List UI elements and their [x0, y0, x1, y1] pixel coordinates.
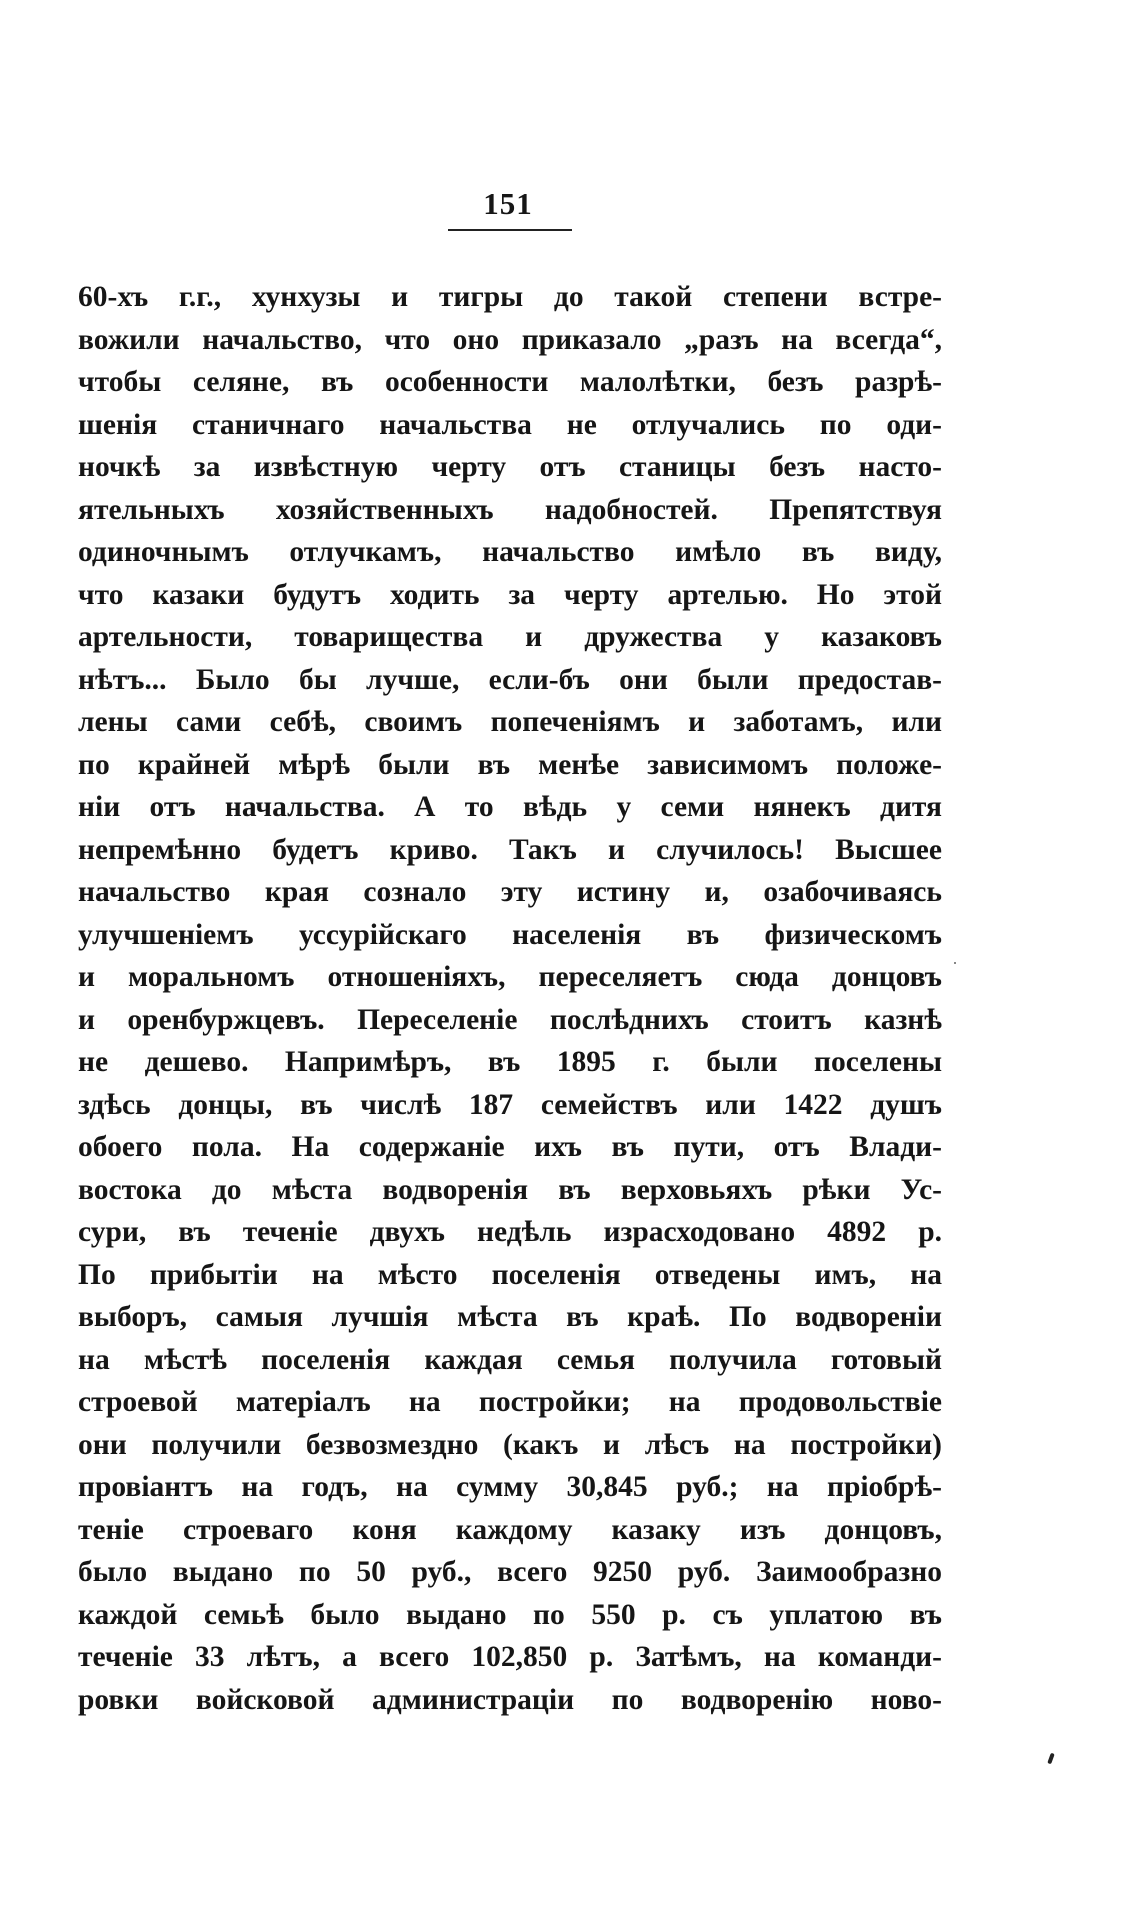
text-line: и оренбуржцевъ. Переселеніе послѣднихъ стоитъ казнѣ	[78, 1003, 942, 1036]
text-line: сури, въ теченіе двухъ недѣль израсходовано 4892 р.	[78, 1216, 942, 1248]
text-line: что казаки будутъ ходить за черту артелью. Но этой	[78, 578, 942, 611]
text-line: и моральномъ отношеніяхъ, переселяетъ сюда донцовъ	[78, 961, 942, 993]
text-line: провіантъ на годъ, на сумму 30,845 руб.; на пріобрѣ-	[78, 1471, 942, 1503]
text-line: артельности, товарищества и дружества у казаковъ	[78, 621, 942, 653]
text-line: ятельныхъ хозяйственныхъ надобностей. Препятствуя	[78, 493, 942, 526]
text-line: 60-хъ г.г., хунхузы и тигры до такой степени встре-	[78, 281, 942, 313]
text-line: По прибытіи на мѣсто поселенія отведены имъ, на	[78, 1258, 942, 1291]
text-line: обоего пола. На содержаніе ихъ въ пути, отъ Влади-	[78, 1131, 942, 1163]
page-number-rule	[448, 229, 572, 231]
text-line: каждой семьѣ было выдано по 550 р. съ уплатою въ	[78, 1598, 942, 1631]
text-line: шенія станичнаго начальства не отлучались по оди-	[78, 408, 942, 441]
ink-speck	[954, 962, 957, 965]
ink-speck	[1047, 1753, 1055, 1765]
page-number: 151	[483, 186, 533, 221]
text-line: выборъ, самыя лучшія мѣста въ краѣ. По водвореніи	[78, 1301, 942, 1333]
text-line: одиночнымъ отлучкамъ, начальство имѣло въ виду,	[78, 536, 942, 568]
text-line: они получили безвозмездно (какъ и лѣсъ на постройки)	[78, 1428, 942, 1461]
text-line: теченіе 33 лѣтъ, а всего 102,850 р. Затѣмъ, на команди-	[78, 1641, 942, 1673]
text-line: не дешево. Напримѣръ, въ 1895 г. были поселены	[78, 1046, 942, 1078]
text-line: вожили начальство, что оно приказало „разъ на всегда“,	[78, 323, 942, 356]
text-line: строевой матеріалъ на постройки; на продовольствіе	[78, 1386, 942, 1418]
text-line: лены сами себѣ, своимъ попеченіямъ и заботамъ, или	[78, 706, 942, 738]
text-line: по крайней мѣрѣ были въ менѣе зависимомъ положе-	[78, 748, 942, 781]
text-line: ніи отъ начальства. А то вѣдь у семи нянекъ дитя	[78, 791, 942, 823]
text-line: здѣсь донцы, въ числѣ 187 семействъ или 1422 душъ	[78, 1088, 942, 1121]
text-line: востока до мѣста водворенія въ верховьяхъ рѣки Ус-	[78, 1173, 942, 1206]
text-line: нѣтъ... Было бы лучше, если-бъ они были предостав-	[78, 663, 942, 696]
text-line: теніе строеваго коня каждому казаку изъ донцовъ,	[78, 1513, 942, 1546]
body-text	[78, 276, 942, 1721]
text-line: ночкѣ за извѣстную черту отъ станицы безъ насто-	[78, 451, 942, 483]
text-line: чтобы селяне, въ особенности малолѣтки, безъ разрѣ-	[78, 366, 942, 398]
text-line: непремѣнно будетъ криво. Такъ и случилось! Высшее	[78, 833, 942, 866]
text-line: на мѣстѣ поселенія каждая семья получила готовый	[78, 1343, 942, 1376]
text-line: начальство края сознало эту истину и, озабочиваясь	[78, 876, 942, 908]
text-line: было выдано по 50 руб., всего 9250 руб. Заимообразно	[78, 1556, 942, 1588]
text-line: ровки войсковой администраціи по водворенію ново-	[78, 1683, 942, 1716]
text-line: улучшеніемъ уссурійскаго населенія въ физическомъ	[78, 918, 942, 951]
